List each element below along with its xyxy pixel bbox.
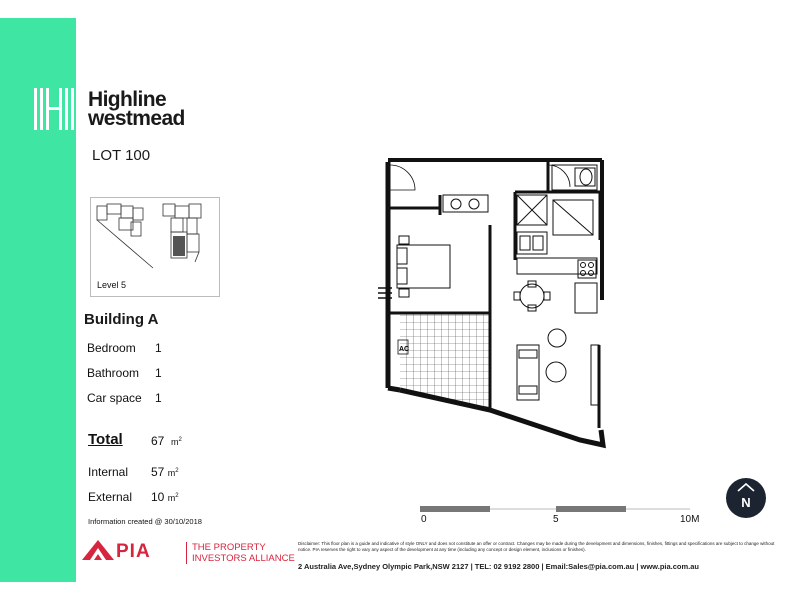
spec-value: 1 <box>155 366 162 380</box>
pia-tagline-line-2: INVESTORS ALLIANCE <box>192 553 295 564</box>
scale-bar <box>420 504 690 514</box>
spec-row-bathroom <box>87 366 162 380</box>
internal-label: Internal <box>88 465 129 479</box>
scale-end-label: 10M <box>680 514 700 525</box>
total-area <box>151 434 182 448</box>
brand-name <box>88 90 185 128</box>
key-plan-drawing <box>91 198 219 278</box>
total-area-value: 67 <box>151 434 165 448</box>
contact-details: 2 Australia Ave,Sydney Olympic Park,NSW 2127 | TEL: 02 9192 2800 | Email:Sales@pia.com.au | www.pia.com.au <box>298 562 699 571</box>
information-date: Information created @ 30/10/2018 <box>88 517 202 526</box>
key-plan-level-label: Level 5 <box>97 280 127 290</box>
area-unit: $m^2$ <box>171 437 182 447</box>
scale-start-label: 0 <box>421 514 427 525</box>
area-unit: $m^2$ <box>167 468 179 478</box>
brand-line-2: westmead <box>88 107 185 130</box>
north-arrow-icon <box>725 477 767 519</box>
ac-label: AC <box>399 346 410 353</box>
key-plan <box>90 197 220 297</box>
pia-tagline <box>186 542 295 564</box>
floor-plan-drawing <box>375 150 615 450</box>
north-label: N <box>741 495 751 510</box>
spec-value: 1 <box>155 391 162 405</box>
internal-area-value: 57 <box>151 465 165 479</box>
pia-tagline-line-1: THE PROPERTY <box>192 542 266 553</box>
spec-label: Bedroom <box>87 341 136 355</box>
spec-row-bedroom <box>87 341 162 355</box>
spec-label: Car space <box>87 391 142 405</box>
spec-value: 1 <box>155 341 162 355</box>
internal-area <box>151 465 179 479</box>
highline-logo-icon <box>34 88 74 130</box>
external-area <box>151 490 179 504</box>
disclaimer-text: Disclaimer: This floor plan is a guide and indicative of style ONLY and does not constitute an offer or contract. Changes may be made during the development and dimensions, finishes, fittings and specifications are subject to change without notice. PIA reserves the right to vary any aspect of the development at any time (including any concept or design element, inclusions or finishes). <box>298 541 775 552</box>
lot-number: LOT 100 <box>92 147 151 164</box>
external-area-value: 10 <box>151 490 165 504</box>
brand-line-1: Highline <box>88 88 167 111</box>
area-unit: $m^2$ <box>167 493 179 503</box>
pia-logo-icon <box>82 538 114 562</box>
scale-mid-label: 5 <box>553 514 559 525</box>
spec-row-car-space <box>87 391 162 405</box>
pia-wordmark: PIA <box>116 541 151 562</box>
building-name: Building A <box>84 311 159 328</box>
external-label: External <box>88 490 133 504</box>
total-label: Total <box>88 431 123 448</box>
spec-label: Bathroom <box>87 366 140 380</box>
